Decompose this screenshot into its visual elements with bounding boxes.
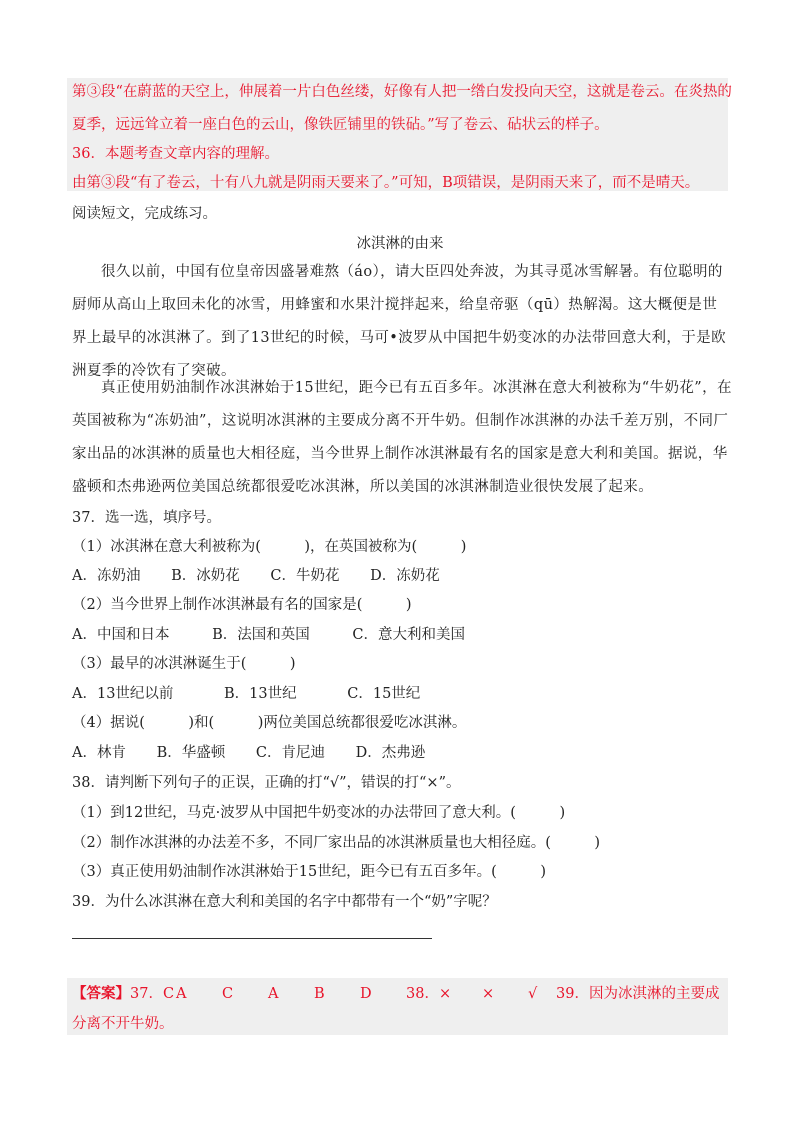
- q37-sub-3: （3）最早的冰淇淋诞生于( ): [72, 656, 296, 672]
- q37-1-option-c: C．牛奶花: [270, 568, 340, 584]
- q37-sub-2: （2）当今世界上制作冰淇淋最有名的国家是( ): [72, 597, 412, 613]
- answer-38-2: ×: [482, 986, 495, 1002]
- analysis-line-3: 36．本题考查文章内容的理解。: [72, 146, 279, 162]
- q37-2-option-a: A．中国和日本: [72, 627, 170, 643]
- answer-37-5: B: [314, 986, 325, 1002]
- q38-sub-2: （2）制作冰淇淋的办法差不多，不同厂家出品的冰淇淋质量也大相径庭。( ): [72, 835, 601, 851]
- passage-paragraph-1: 很久以前，中国有位皇帝因盛暑难熬（áo），请大臣四处奔波，为其寻觅冰雪解暑。有位聪明的厨师从高山上取回未化的冰雪，用蜂蜜和水果汁搅拌起来，给皇帝驱（qū）热解渴。这大概便是世界上最早的冰淇淋了。到了13世纪的时候，马可•波罗从中国把牛奶变冰的办法带回意大利，于是欧洲夏季的冷饮有了突破。: [72, 264, 726, 379]
- answer-line-2: 分离不开牛奶。: [72, 1016, 174, 1032]
- passage-paragraph-2: 真正使用奶油制作冰淇淋始于15世纪，距今已有五百多年。冰淇淋在意大利被称为“牛奶花”，在英国被称为“冻奶油”，这说明冰淇淋的主要成分离不开牛奶。但制作冰淇淋的办法千差万别，不同厂家出品的冰淇淋的质量也大相径庭，当今世界上制作冰淇淋最有名的国家是意大利和美国。据说，华盛顿和杰弗逊两位美国总统都很爱吃冰淇淋，所以美国的冰淇淋制造业很快发展了起来。: [72, 380, 732, 495]
- q37-heading: 37．选一选，填序号。: [72, 510, 221, 526]
- q39-heading: 39．为什么冰淇淋在意大利和美国的名字中都带有一个“奶”字呢？: [72, 894, 497, 910]
- answer-38-1: 38．×: [406, 986, 452, 1002]
- answer-37-2: A: [176, 986, 187, 1002]
- q37-sub-2-options: [72, 625, 491, 645]
- answer-37-1: 37．C: [130, 986, 175, 1002]
- answer-39: 39．因为冰淇淋的主要成: [556, 986, 720, 1002]
- q37-1-option-d: D．冻奶花: [370, 568, 440, 584]
- answer-38-3: √: [528, 986, 538, 1002]
- answer-label: 【答案】: [72, 985, 130, 1002]
- answer-37-4: A: [268, 986, 279, 1002]
- q37-4-option-b: B．华盛顿: [156, 745, 226, 761]
- q37-sub-1: （1）冰淇淋在意大利被称为( )，在英国被称为( ): [72, 539, 467, 555]
- analysis-line-4: 由第③段“有了卷云，十有八九就是阴雨天要来了。”可知，B项错误，是阴雨天来了，而不是晴天。: [72, 175, 700, 191]
- q37-4-option-a: A．林肯: [72, 745, 126, 761]
- q37-4-option-c: C．肯尼迪: [255, 745, 325, 761]
- q37-4-option-d: D．杰弗逊: [355, 745, 426, 761]
- q38-heading: 38．请判断下列句子的正误，正确的打“√”，错误的打“×”。: [72, 775, 461, 791]
- answer-37-3: C: [222, 986, 234, 1002]
- q38-sub-1: （1）到12世纪，马克·波罗从中国把牛奶变冰的办法带回了意大利。( ): [72, 805, 566, 821]
- analysis-line-2: 夏季，远远耸立着一座白色的云山，像铁匠铺里的铁砧。”写了卷云、砧状云的样子。: [72, 117, 609, 133]
- q37-1-option-b: B．冰奶花: [171, 568, 240, 584]
- q37-2-option-b: B．法国和英国: [212, 627, 310, 643]
- answer-37-6: D: [360, 986, 372, 1002]
- q37-sub-3-options: [72, 684, 446, 704]
- q37-3-option-b: B．13世纪: [224, 686, 297, 702]
- q37-2-option-c: C．意大利和美国: [352, 627, 465, 643]
- answer-blank-line: [72, 938, 432, 939]
- q37-sub-1-options: [72, 566, 466, 586]
- answer-line-1: [72, 984, 719, 1004]
- reading-intro: 阅读短文，完成练习。: [72, 206, 217, 222]
- q37-1-option-a: A．冻奶油: [72, 568, 141, 584]
- q38-sub-3: （3）真正使用奶油制作冰淇淋始于15世纪，距今已有五百多年。( ): [72, 864, 546, 880]
- q37-sub-4: （4）据说( )和( )两位美国总统都很爱吃冰淇淋。: [72, 715, 467, 731]
- q37-3-option-a: A．13世纪以前: [72, 686, 174, 702]
- passage-title: 冰淇淋的由来: [356, 236, 444, 252]
- q37-sub-4-options: [72, 743, 451, 763]
- analysis-line-1: 第③段“在蔚蓝的天空上，伸展着一片白色丝缕，好像有人把一绺白发投向天空，这就是卷云。在炎热的: [72, 84, 732, 100]
- q37-3-option-c: C．15世纪: [347, 686, 421, 702]
